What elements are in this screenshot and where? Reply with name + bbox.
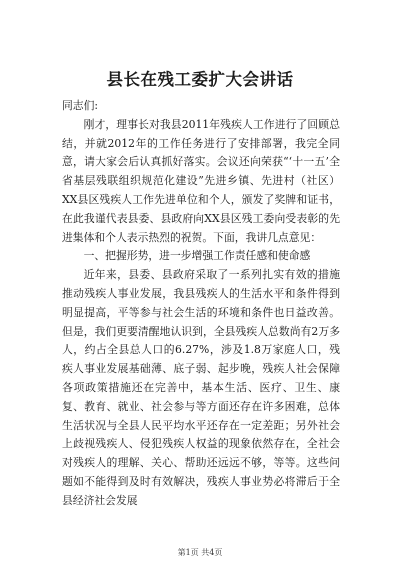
- section-heading-1: 一、把握形势，进一步增强工作责任感和使命感: [83, 249, 311, 263]
- paragraph-opening: 刚才，理事长对我县2011年残疾人工作进行了回顾总结，并就2012年的工作任务进行了安排部署，我完全同意，请大家会后认真抓好落实。会议还向荣获“‘十一五’全省基层残联组织规范化建设”先进乡镇、先进村（社区）XX县区残疾人工作先进单位和个人，颁发了奖牌和证书，在此我谨代表县委、县政府向XX县区残工委向受表彰的先进集体和个人表示热烈的祝贺。下面，我讲几点意见：: [62, 117, 340, 244]
- document-body: [62, 97, 340, 511]
- page-footer: 第1页 共4页: [177, 548, 223, 557]
- greeting: 同志们:: [62, 99, 99, 112]
- document-title: 县长在残工委扩大会讲话: [106, 70, 294, 89]
- paragraph-situation: 近年来，县委、县政府采取了一系列扎实有效的措施推动残疾人事业发展，我县残疾人的生活水平和条件得到明显提高，平等参与社会生活的环境和条件也日益改善。但是，我们更要清醒地认识到，全县残疾人总数尚有2万多人，约占全县总人口的6.27%，涉及1.8万家庭人口，残疾人事业发展基础薄、底子弱、起步晚，残疾人社会保障各项政策措施还在完善中，基本生活、医疗、卫生、康复、教育、就业、社会参与等方面还存在许多困难，总体生活状况与全县人民平均水平还存在一定差距；另外社会上歧视残疾人、侵犯残疾人权益的现象依然存在，全社会对残疾人的理解、关心、帮助还远远不够，等等。这些问题如不能得到及时有效解决，残疾人事业势必将滞后于全县经济社会发展: [62, 268, 340, 507]
